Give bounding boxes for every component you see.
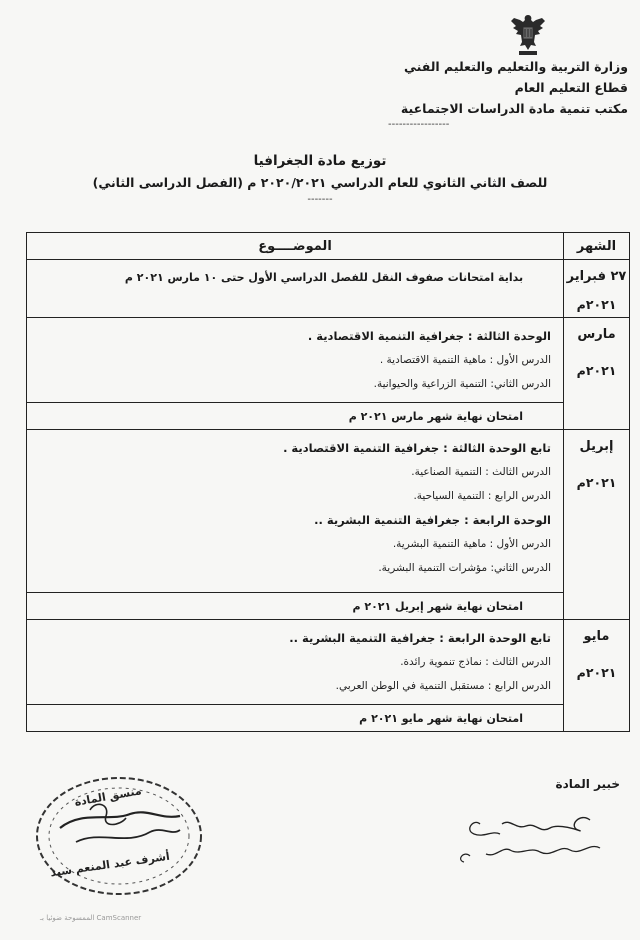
month-cell-feb bbox=[564, 260, 630, 318]
month-year: ٢٠٢١م bbox=[576, 475, 617, 490]
month-cell-may bbox=[564, 620, 630, 732]
month-column-header: الشهر bbox=[564, 233, 630, 260]
lesson-item: الدرس الرابع : التنمية السياحية. bbox=[413, 490, 551, 502]
unit-title: الوحدة الثالثة : جغرافية التنمية الاقتصادية . bbox=[307, 329, 551, 343]
table-header-row bbox=[27, 233, 630, 260]
title-block bbox=[40, 150, 600, 206]
month-year: ٢٠٢١م bbox=[576, 363, 617, 378]
expert-signature bbox=[440, 800, 620, 870]
unit-title: الوحدة الرابعة : جغرافية التنمية البشرية .. bbox=[314, 513, 551, 527]
topic-cell-apr bbox=[27, 430, 564, 593]
expert-label: خبير المادة bbox=[555, 777, 620, 791]
table-row bbox=[27, 705, 630, 732]
table-row bbox=[27, 318, 630, 403]
exam-row-apr: امتحان نهاية شهر إبريل ٢٠٢١ م bbox=[27, 593, 564, 620]
exam-row-may: امتحان نهاية شهر مايو ٢٠٢١ م bbox=[27, 705, 564, 732]
exam-row-mar: امتحان نهاية شهر مارس ٢٠٢١ م bbox=[27, 403, 564, 430]
table-row bbox=[27, 593, 630, 620]
header-separator: ----------------- bbox=[388, 119, 450, 130]
lesson-item: الدرس الثاني: التنمية الزراعية والحيوانية. bbox=[373, 378, 551, 390]
lesson-item: الدرس الثالث : نماذج تنموية رائدة. bbox=[400, 656, 551, 668]
sector-name: قطاع التعليم العام bbox=[514, 80, 628, 95]
lesson-item: الدرس الثالث : التنمية الصناعية. bbox=[411, 466, 551, 478]
document-title: توزيع مادة الجغرافيا bbox=[253, 153, 387, 169]
month-label: إبريل bbox=[579, 439, 614, 454]
month-cell-apr bbox=[564, 430, 630, 620]
unit-title: تابع الوحدة الثالثة : جغرافية التنمية الاقتصادية . bbox=[283, 441, 551, 455]
month-year: ٢٠٢١م bbox=[576, 297, 617, 312]
seal-name: أشرف عبد المنعم سيد bbox=[49, 849, 171, 880]
month-label: مارس bbox=[577, 327, 616, 342]
lesson-item: الدرس الأول : ماهية التنمية الاقتصادية . bbox=[379, 354, 551, 366]
lesson-item: الدرس الثاني: مؤشرات التنمية البشرية. bbox=[378, 562, 551, 574]
table-row bbox=[27, 430, 630, 593]
month-label: ٢٧ فبراير bbox=[566, 269, 627, 284]
table-row bbox=[27, 403, 630, 430]
table-row bbox=[27, 620, 630, 705]
topic-cell-feb: بداية امتحانات صفوف النقل للفصل الدراسي الأول حتى ١٠ مارس ٢٠٢١ م bbox=[27, 260, 564, 318]
lesson-item: الدرس الأول : ماهية التنمية البشرية. bbox=[392, 538, 551, 550]
seal-title: منسق المادة bbox=[73, 784, 143, 809]
month-cell-mar bbox=[564, 318, 630, 430]
month-label: مايو bbox=[583, 629, 610, 644]
month-year: ٢٠٢١م bbox=[576, 665, 617, 680]
eagle-emblem-icon bbox=[508, 12, 548, 58]
schedule-table bbox=[26, 232, 630, 732]
lesson-item: الدرس الرابع : مستقبل التنمية في الوطن العربي. bbox=[335, 680, 551, 692]
topic-cell-mar bbox=[27, 318, 564, 403]
topic-cell-may bbox=[27, 620, 564, 705]
office-name: مكتب تنمية مادة الدراسات الاجتماعية bbox=[400, 101, 628, 116]
scan-watermark: CamScanner الممسوحة ضوئيا بـ bbox=[40, 914, 142, 922]
table-row bbox=[27, 260, 630, 318]
ministry-header bbox=[328, 56, 628, 131]
topic-column-header: الموضــــوع bbox=[27, 233, 564, 260]
ministry-name: وزارة التربية والتعليم والتعليم الفني bbox=[403, 59, 628, 74]
document-subtitle: للصف الثاني الثانوي للعام الدراسي ٢٠٢٠/٢٠٢١ م (الفصل الدراسى الثاني) bbox=[92, 175, 548, 190]
title-separator: ------- bbox=[307, 194, 333, 205]
unit-title: تابع الوحدة الرابعة : جغرافية التنمية البشرية .. bbox=[289, 631, 551, 645]
